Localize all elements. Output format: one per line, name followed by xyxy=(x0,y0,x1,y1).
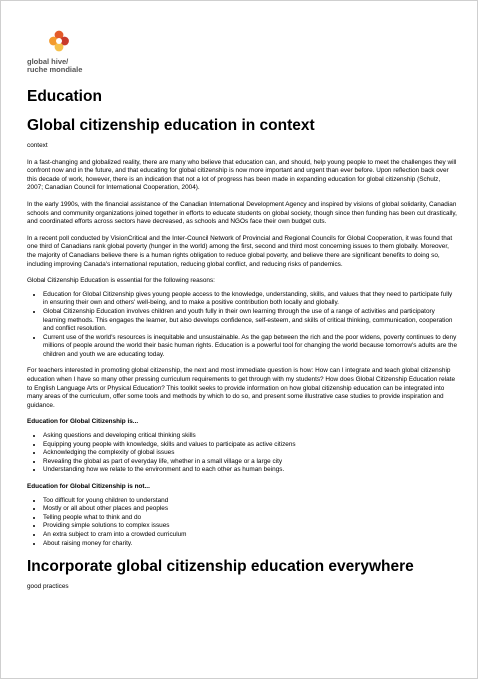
page-title: Education xyxy=(27,88,102,105)
list-item: • Equipping young people with knowledge, skills and values to participate as active citizens xyxy=(43,441,457,450)
list-item: • Telling people what to think and do xyxy=(43,514,457,523)
paragraph-4: Global Citizenship Education is essential for the following reasons: xyxy=(27,277,215,285)
list-item: • Too difficult for young children to understand xyxy=(43,497,457,506)
list-item: • Education for Global Citizenship gives young people access to the knowledge, understanding, skills, and values that they need to participate fully in ensuring their own and others' well-being, and to make a positive contribution both locally and globally. xyxy=(43,291,457,308)
list-item: • Asking questions and developing critical thinking skills xyxy=(43,432,457,441)
section-heading-context: Global citizenship education in context xyxy=(27,117,315,134)
list-item: • Revealing the global as part of everyday life, whether in a small village or a large city xyxy=(43,458,457,467)
list-item: • About raising money for charity. xyxy=(43,540,457,549)
paragraph-5: For teachers interested in promoting global citizenship, the next and most immediate question is how: How can I integrate and teach global citizenship education when I have so many other pressing curriculum requirements to get through with my students? How does Global Citizenship Education relate to English Language Arts or Physical Education? This toolkit seeks to provide information on how global citizenship education can be integrated into many areas of the curriculum, offer some tools and methods by which to do so, and present some illustrative case studies to provide inspiration and guidance. xyxy=(27,367,456,409)
list-item: • Acknowledging the complexity of global issues xyxy=(43,449,457,458)
hive-logo-icon xyxy=(47,29,71,53)
is-list xyxy=(27,432,457,475)
paragraph-2: In the early 1990s, with the financial assistance of the Canadian International Development Agency and inspired by visions of global solidarity, Canadian schools and community organizations joined together in efforts to educate students on global society, though since then funding has been cut drastically, and coordinated efforts across sectors have decreased, as schools and NGOs face their own budget cuts. xyxy=(27,200,457,226)
paragraph-3: In a recent poll conducted by VisionCritical and the Inter-Council Network of Provincial and Regional Councils for Global Cooperation, it was found that one third of Canadians rank global poverty (hunger in the world) among the first, second and third most concerning issues to them globally. Moreover, the majority of Canadians believe there is a human rights obligation to reduce global poverty, and believe there are significant benefits to doing so, including improving Canada's international reputation, reducing global conflict, and reducing risks of pandemics. xyxy=(27,234,453,268)
section-heading-everywhere: Incorporate global citizenship education everywhere xyxy=(27,558,414,576)
reasons-list xyxy=(27,291,457,360)
logo-text-line1: global hive/ xyxy=(27,57,69,66)
section-subtitle-context: context xyxy=(27,142,48,149)
list-item: • Understanding how we relate to the environment and to each other as human beings. xyxy=(43,466,457,475)
is-not-list-heading: Education for Global Citizenship is not... xyxy=(27,483,150,490)
logo-text-line2: ruche mondiale xyxy=(27,65,83,74)
list-item: • Global Citizenship Education involves children and youth fully in their own learning through the use of a range of activities and participatory learning methods. This engages the learner, but also develops confidence, self-esteem, and skills of critical thinking, communication, cooperation and conflict resolution. xyxy=(43,308,457,334)
is-list-heading: Education for Global Citizenship is... xyxy=(27,418,139,426)
logo xyxy=(27,29,107,74)
list-item: • An extra subject to cram into a crowded curriculum xyxy=(43,531,457,540)
paragraph-1: In a fast-changing and globalized reality, there are many who believe that education can, and should, help young people to meet the challenges they will confront now and in the future, and that educating for global citizenship is now more important and urgent than ever before. Upon reflection back over this decade of work, however, there is an indication that not a lot of progress has been made in expanding education for global citizenship (Schulz, 2007; Canadian Council for International Cooperation, 2004). xyxy=(27,158,457,192)
is-not-list xyxy=(27,497,457,549)
list-item: • Current use of the world's resources is inequitable and unsustainable. As the gap between the rich and the poor widens, poverty continues to deny millions of people around the world their basic human rights. Education is a powerful tool for changing the world because tomorrow's adults are the children and youth we are educating today. xyxy=(43,334,457,360)
list-item: • Mostly or all about other places and peoples xyxy=(43,505,457,514)
list-item: • Providing simple solutions to complex issues xyxy=(43,522,457,531)
document-content xyxy=(27,85,457,592)
section-subtitle-good-practices: good practices xyxy=(27,583,69,591)
